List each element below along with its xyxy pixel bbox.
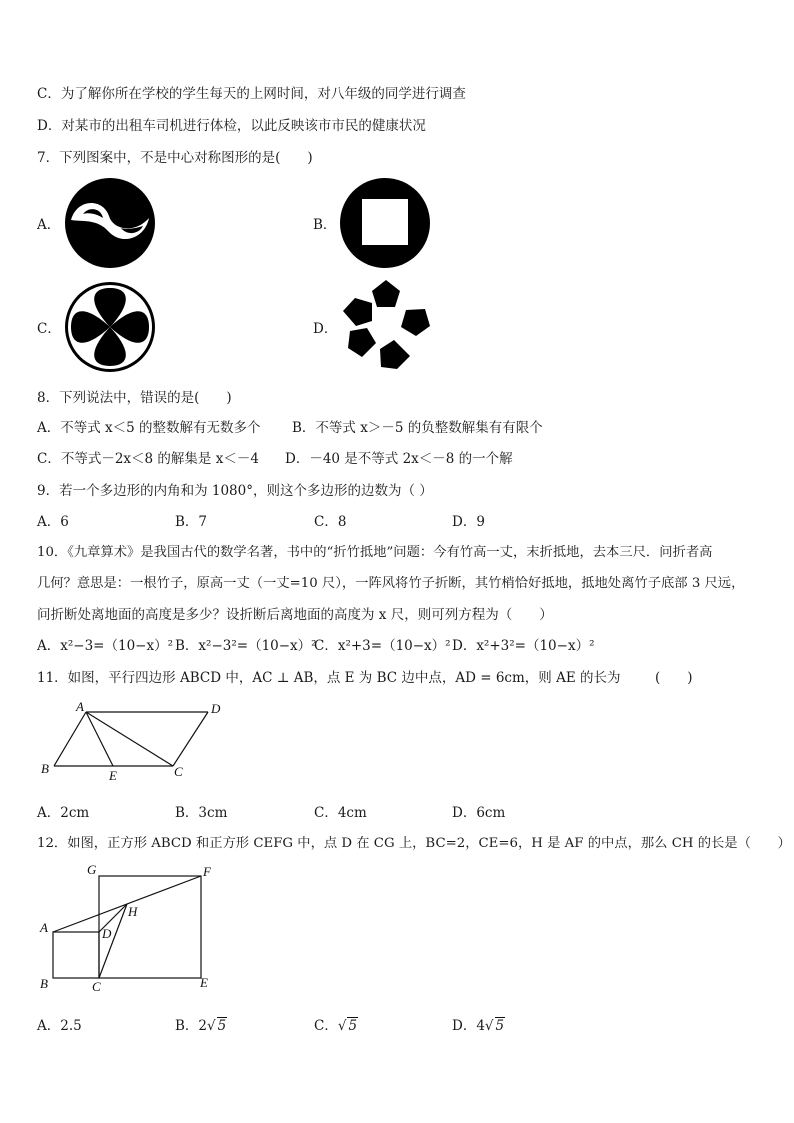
q6-option-c: C．为了解你所在学校的学生每天的上网时间，对八年级的同学进行调查 [37,86,466,102]
q12-point-c: C [92,979,101,994]
square-abcd [53,932,99,978]
q8-option-c: C．不等式－2x＜8 的解集是 x＜－4 [37,451,259,467]
square-cefg [99,876,201,978]
segment-ab [54,712,86,766]
q11-option-b: B．3cm [175,805,228,821]
sqrt-symbol: √ 5 [207,1018,227,1034]
q11-stem: 11．如图，平行四边形 ABCD 中，AC ⊥ AB，点 E 为 BC 边中点，AD = 6cm，则 AE 的长为 [37,670,621,686]
q11-parallelogram-figure [36,698,236,790]
segment-ch [99,904,127,978]
q9-option-a: A．6 [37,514,69,530]
q12-point-g: G [87,862,97,877]
q7-label-d: D． [313,321,338,337]
q12-point-a: A [40,920,48,935]
q12-option-d-label: D．4 [452,1018,485,1034]
radicand: 5 [217,1018,227,1034]
q10-stem-line1: 10．《九章算术》是我国古代的数学名著，书中的“折竹抵地”问题：今有竹高一丈，末折抵地，去本三尺．问折者高 [37,545,713,560]
q7-label-b: B． [313,217,337,233]
sqrt-symbol: √ 5 [337,1018,358,1034]
q12-point-e: E [200,975,208,990]
q11-answer-paren: ( ) [655,670,693,686]
q8-option-d: D．－40 是不等式 2x＜－8 的一个解 [285,451,513,467]
q9-option-d: D．9 [452,514,485,530]
q10-option-d: D．x²+3²=（10−x）² [452,638,595,654]
q10-stem-line2: 几何？意思是：一根竹子，原高一丈（一丈=10 尺），一阵风将竹子折断，其竹梢恰好抵地，抵地处离竹子底部 3 尺远， [37,576,745,591]
q12-point-d: D [102,926,112,941]
q10-option-c: C．x²+3=（10−x）² [314,638,451,654]
q11-point-e: E [109,768,117,783]
q12-option-b-label: B．2 [175,1018,208,1034]
q7-label-c: C． [37,321,61,337]
q12-stem: 12．如图，正方形 ABCD 和正方形 CEFG 中，点 D 在 CG 上，BC=2，CE=6，H 是 AF 的中点，那么 CH 的长是（ ） [37,836,791,851]
q12-point-b: B [40,976,48,991]
q11-point-c: C [174,764,183,779]
q7-figure-d [338,278,434,374]
q10-option-a: A．x²−3=（10−x）² [37,638,174,654]
q11-option-a: A．2cm [37,805,90,821]
q7-figure-c [63,280,157,374]
q8-option-b: B．不等式 x＞－5 的负整数解集有有限个 [292,420,543,436]
q9-option-b: B．7 [175,514,208,530]
q7-stem: 7．下列图案中，不是中心对称图形的是( ) [37,150,313,166]
q8-stem: 8．下列说法中，错误的是( ) [37,390,232,406]
q7-figure-b [338,176,432,270]
sqrt-symbol: √ 5 [484,1018,505,1034]
segment-dc [173,712,208,766]
q12-option-d [452,1014,505,1034]
radicand: 5 [495,1018,505,1034]
q10-stem-line3: 问折断处离地面的高度是多少？设折断后离地面的高度为 x 尺，则可列方程为（ ） [37,607,553,623]
q10-option-b: B．x²−3²=（10−x）² [175,638,317,654]
q9-stem: 9．若一个多边形的内角和为 1080°，则这个多边形的边数为（ ） [37,483,433,499]
q12-point-h: H [128,904,138,919]
q6-option-d: D．对某市的出租车司机进行体检，以此反映该市市民的健康状况 [37,118,426,134]
q9-option-c: C．8 [314,514,347,530]
q8-option-a: A．不等式 x＜5 的整数解有无数多个 [37,420,261,436]
q12-option-a: A．2.5 [37,1018,82,1034]
q11-option-d: D．6cm [452,805,506,821]
q7-label-a: A． [37,217,61,233]
q12-option-c [314,1014,358,1034]
radicand: 5 [348,1018,358,1034]
q11-point-b: B [41,761,49,776]
q12-point-f: F [203,864,211,879]
q12-option-c-label: C． [314,1018,338,1034]
q7-figure-a [63,176,157,270]
q11-option-c: C．4cm [314,805,367,821]
q11-point-a: A [76,699,84,714]
q12-squares-figure [36,860,226,994]
q12-option-b [175,1014,227,1034]
q11-point-d: D [211,701,221,716]
